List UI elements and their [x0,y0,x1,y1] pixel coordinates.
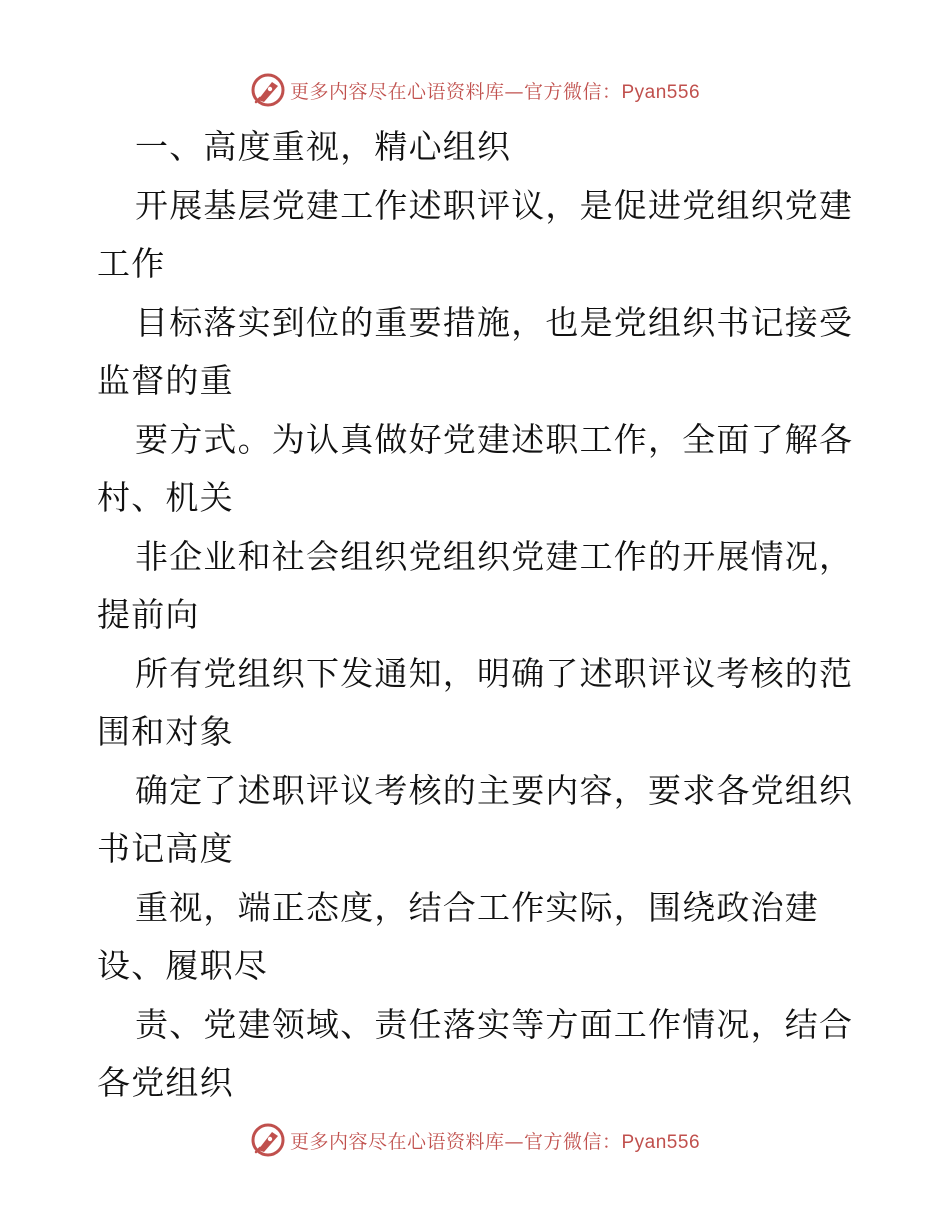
body-line-6: 确定了述职评议考核的主要内容，要求各党组织书记高度 [97,770,854,868]
wechat-id: Pyan556 [621,1131,701,1153]
footer-banner [0,1118,950,1162]
pen-nib-logo-icon [250,1122,286,1158]
body-line-7: 重视，端正态度，结合工作实际，围绕政治建设、履职尽 [97,887,819,985]
header-banner [0,68,950,112]
pen-nib-logo-icon [250,72,286,108]
body-line-1: 开展基层党建工作述职评议，是促进党组织党建工作 [97,185,854,283]
section-heading: 一、高度重视，精心组织 [135,127,512,166]
body-line-2: 目标落实到位的重要措施，也是党组织书记接受监督的重 [97,302,854,400]
body-line-8: 责、党建领域、责任落实等方面工作情况，结合各党组织 [97,1004,854,1102]
body-line-5: 所有党组织下发通知，明确了述职评议考核的范围和对象 [97,653,854,751]
wechat-id: Pyan556 [621,81,701,103]
banner-text: 更多内容尽在心语资料库—官方微信：Pyan556 [289,1130,701,1153]
document-body [97,118,857,1113]
body-line-3: 要方式。为认真做好党建述职工作，全面了解各村、机关 [97,419,854,517]
body-line-4: 非企业和社会组织党组织党建工作的开展情况，提前向 [97,536,854,634]
banner-text: 更多内容尽在心语资料库—官方微信：Pyan556 [289,80,701,103]
